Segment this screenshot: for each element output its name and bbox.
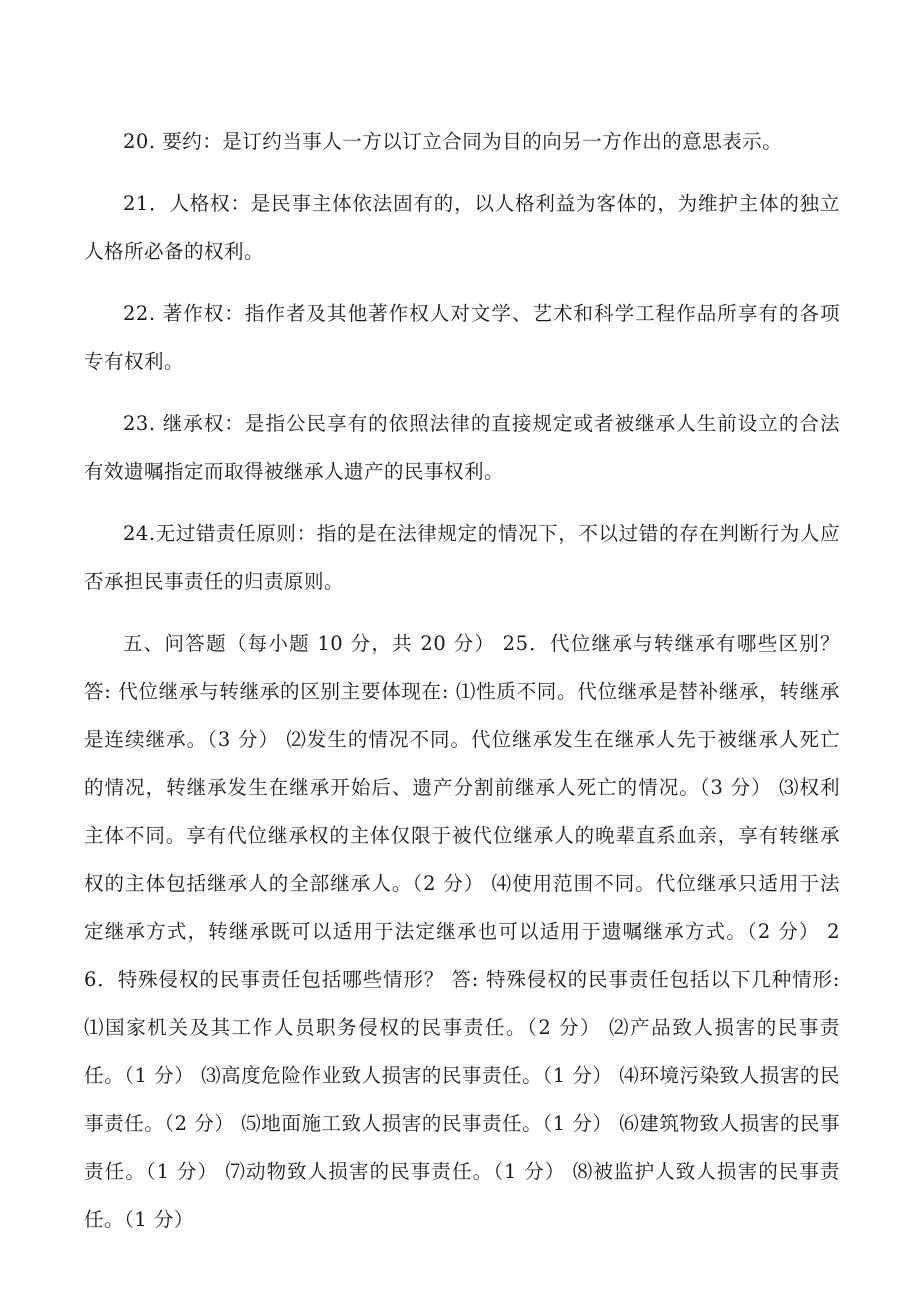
paragraph-offer-definition: 20. 要约：是订约当事人一方以订立合同为目的向另一方作出的意思表示。 xyxy=(123,130,783,153)
paragraph-copyright: 22. 著作权：指作者及其他著作权人对文学、艺术和科学工程作品所享有的各项专有权利。 xyxy=(84,302,840,373)
paragraph-inheritance-right: 23. 继承权：是指公民享有的依照法律的直接规定或者被继承人生前设立的合法有效遗嘱指定而取得被继承人遗产的民事权利。 xyxy=(84,412,840,483)
paragraph-qa-section: 五、问答题（每小题 10 分，共 20 分） 25．代位继承与转继承有哪些区别？答: 代位继承与转继承的区别主要体现在: ⑴性质不同。代位继承是替补继承，转继承是连续继承。（3 分） ⑵发生的情况不同。代位继承发生在继承人先于被继承人死亡的情况，转继承发生在继承开始后、遗产分割前继承人死亡的情况。（3 分） ⑶权利主体不同。享有代位继承权的主体仅限于被代位继承人的晚辈直系血亲，享有转继承权的主体包括继承人的全部继承人。（2 分） ⑷使用范围不同。代位继承只适用于法定继承方式，转继承既可以适用于法定继承也可以适用于遗嘱继承方式。（2 分） 26．特殊侵权的民事责任包括哪些情形？ 答: 特殊侵权的民事责任包括以下几种情形: ⑴国家机关及其工作人员职务侵权的民事责任。（2 分） ⑵产品致人损害的民事责任。（1 分） ⑶高度危险作业致人损害的民事责任。（1 分） ⑷环境污染致人损害的民事责任。（2 分） ⑸地面施工致人损害的民事责任。（1 分） ⑹建筑物致人损害的民事责任。（1 分） ⑺动物致人损害的民事责任。（1 分） ⑻被监护人致人损害的民事责任。（1 分） xyxy=(84,632,840,1231)
document-body xyxy=(84,118,840,1258)
paragraph-personality-right: 21．人格权：是民事主体依法固有的，以人格利益为客体的，为维护主体的独立人格所必备的权利。 xyxy=(84,192,840,263)
paragraph-no-fault-liability: 24.无过错责任原则：指的是在法律规定的情况下，不以过错的存在判断行为人应否承担民事责任的归责原则。 xyxy=(84,522,840,593)
